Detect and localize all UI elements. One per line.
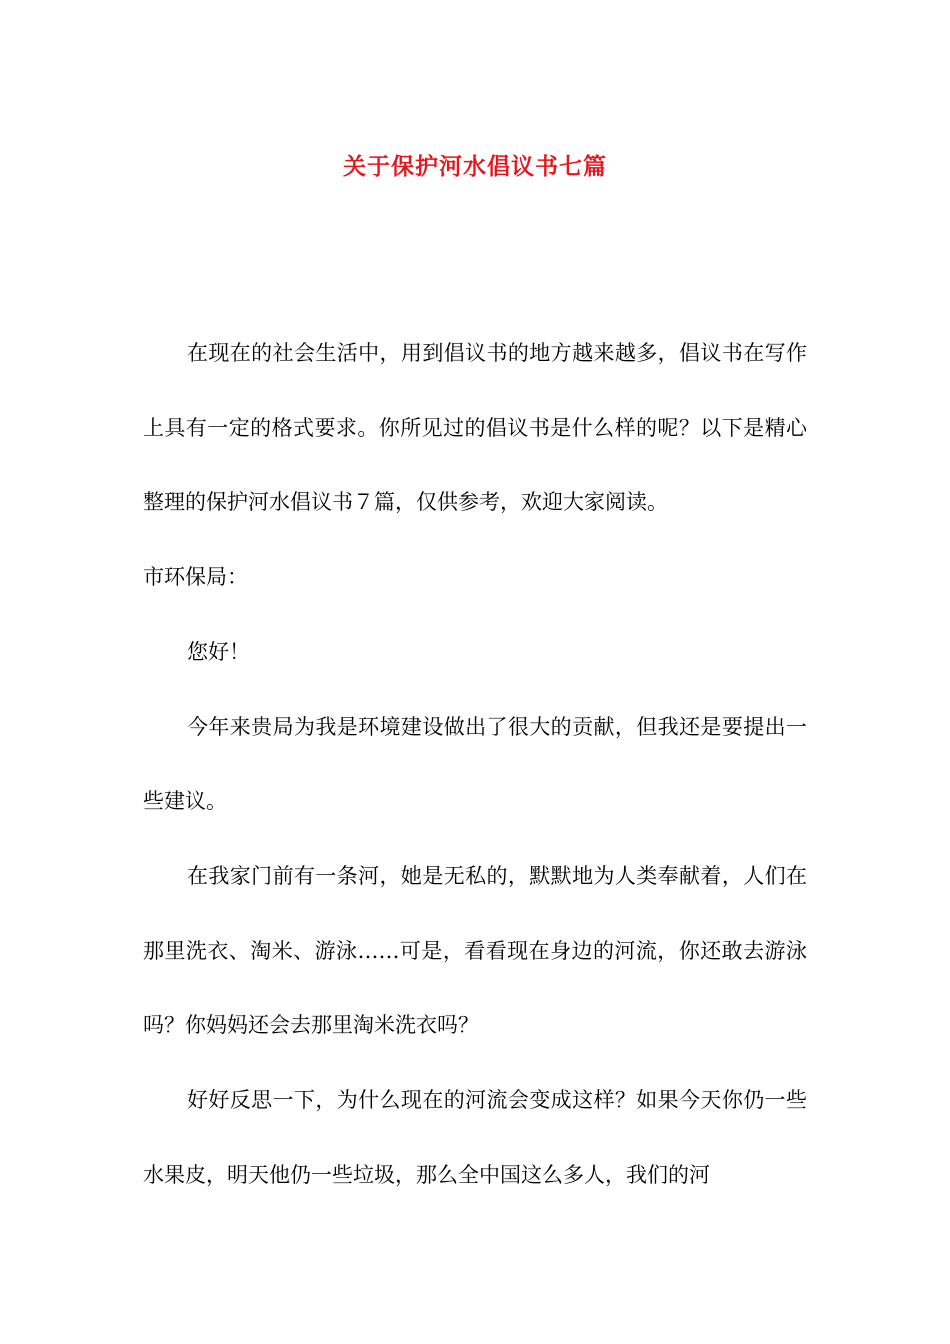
paragraph-salutation: 市环保局： xyxy=(143,565,248,590)
paragraph-body-3: 好好反思一下，为什么现在的河流会变成这样？如果今天你仍一些水果皮，明天他仍一些垃圾，那么全中国这么多人，我们的河 xyxy=(143,1088,807,1187)
document-title: 关于保护河水倡议书七篇 xyxy=(343,153,607,181)
paragraph-greeting: 您好！ xyxy=(187,639,250,664)
paragraph-body-1: 今年来贵局为我是环境建设做出了很大的贡献，但我还是要提出一些建议。 xyxy=(143,714,807,814)
paragraph-intro: 在现在的社会生活中，用到倡议书的地方越来越多，倡议书在写作上具有一定的格式要求。你所见过的倡议书是什么样的呢？以下是精心整理的保护河水倡议书７篇，仅供参考，欢迎大家阅读。 xyxy=(143,341,807,515)
document-body xyxy=(143,316,807,1212)
paragraph-body-2: 在我家门前有一条河，她是无私的，默默地为人类奉献着，人们在那里洗衣、淘米、游泳……可是，看看现在身边的河流，你还敢去游泳吗？你妈妈还会去那里淘米洗衣吗？ xyxy=(143,863,807,1038)
